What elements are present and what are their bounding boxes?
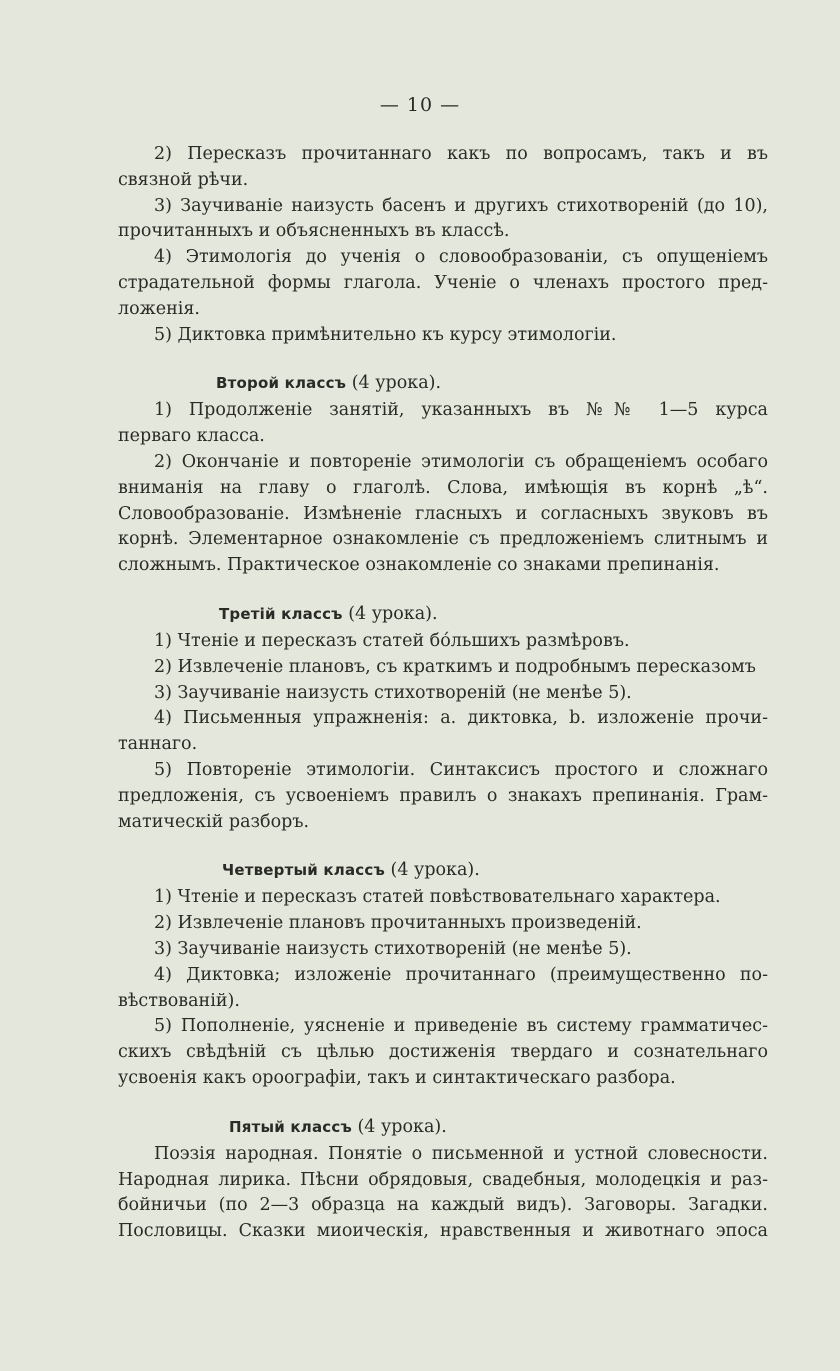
text-line: 5) Пополненiе, уясненiе и приведенiе въ систему грамматичес- <box>154 1016 768 1037</box>
text-line: 3) Заучиванiе наизусть басенъ и другихъ стихотворенiй (до 10), <box>154 195 768 216</box>
text-line: усвоенiя какъ ороографiи, такъ и синтактическаго разбора. <box>118 1067 676 1088</box>
text-line: 1) Продолженiе занятiй, указанныхъ въ №№ 1—5 курса <box>154 400 768 421</box>
section-heading-lessons: (4 урока). <box>384 860 480 881</box>
text-line: 5) Диктовка примѣнительно къ курсу этимологiи. <box>154 324 617 345</box>
text-line: таннаго. <box>118 734 198 755</box>
section-heading <box>118 599 768 629</box>
section-heading-name: Третiй классъ <box>219 604 343 623</box>
section-heading <box>118 1112 768 1142</box>
section-heading-name: Второй классъ <box>216 374 347 393</box>
section-gap <box>118 1092 768 1112</box>
section-heading <box>118 855 768 885</box>
text-line: корнѣ. Элементарное ознакомленiе съ предложенiемъ слитнымъ и <box>118 529 768 550</box>
text-line: предложенiя, съ усвоенiемъ правилъ о знакахъ препинанiя. Грам- <box>118 785 768 806</box>
text-line: 2) Пересказъ прочитаннаго какъ по вопросамъ, такъ и въ <box>154 144 768 164</box>
text-line: Пословицы. Сказки миоическiя, нравственныя и животнаго эпоса <box>118 1221 768 1242</box>
text-line: 2) Окончанiе и повторенiе этимологiи съ обращенiемъ особаго <box>154 451 768 472</box>
text-line: 1) Чтенiе и пересказъ статей бóльшихъ размѣровъ. <box>154 630 630 651</box>
section-gap <box>118 835 768 855</box>
text-line: 2) Извлеченiе плановъ прочитанныхъ произведенiй. <box>154 913 642 934</box>
text-line: вниманiя на главу о глаголѣ. Слова, имѣющiя въ корнѣ „ѣ“. <box>118 477 768 498</box>
text-line: сложнымъ. Практическое ознакомленiе со знаками препинанiя. <box>118 555 720 576</box>
text-line: связной рѣчи. <box>118 169 249 190</box>
text-line: 4) Этимологiя до ученiя о словообразованiи, съ опущенiемъ <box>154 247 768 268</box>
text-line: Народная лирика. Пѣсни обрядовыя, свадебныя, молодецкiя и раз- <box>118 1169 768 1190</box>
text-line: перваго класса. <box>118 426 265 447</box>
text-line: 4) Письменныя упражненiя: a. диктовка, b. изложенiе прочи- <box>154 708 768 729</box>
text-line: 1) Чтенiе и пересказъ статей повѣствовательнаго характера. <box>154 887 721 908</box>
text-line: 4) Диктовка; изложенiе прочитаннаго (преимущественно по- <box>154 964 768 985</box>
text-line: 3) Заучиванiе наизусть стихотворенiй (не менѣе 5). <box>154 682 632 703</box>
text-line: матическiй разборъ. <box>118 811 310 832</box>
text-line: 2) Извлеченiе плановъ, съ краткимъ и подробнымъ пересказомъ <box>154 656 756 677</box>
section-gap <box>118 348 768 368</box>
text-line: 3) Заучиванiе наизусть стихотворенiй (не менѣе 5). <box>154 938 632 959</box>
section-heading-lessons: (4 урока). <box>351 1116 447 1137</box>
text-line: 5) Повторенiе этимологiи. Синтаксисъ простого и сложнаго <box>154 759 768 780</box>
text-line: Поэзiя народная. Понятiе о письменной и устной словесности. <box>154 1143 768 1164</box>
section-heading-lessons: (4 урока). <box>342 603 438 624</box>
section-heading-name: Пятый классъ <box>229 1117 352 1136</box>
text-line: прочитанныхъ и объясненныхъ въ классѣ. <box>118 221 510 242</box>
text-line: страдательной формы глагола. Ученiе о членахъ простого пред- <box>118 272 768 293</box>
page-number: — 10 — <box>379 94 461 116</box>
section-heading-lessons: (4 урока). <box>346 373 442 394</box>
text-line: вѣствованiй). <box>118 990 240 1011</box>
document-body <box>118 142 768 1245</box>
section-gap <box>118 579 768 599</box>
section-heading-name: Четвертый классъ <box>222 861 385 880</box>
section-heading <box>118 368 768 398</box>
text-line: бойничьи (по 2—3 образца на каждый видъ). Заговоры. Загадки. <box>118 1195 768 1216</box>
text-line: скихъ свѣдѣнiй съ цѣлью достиженiя твердаго и сознательнаго <box>118 1042 768 1063</box>
text-line: ложенiя. <box>118 298 200 319</box>
text-line: Словообразованiе. Измѣненiе гласныхъ и согласныхъ звуковъ въ <box>118 503 768 524</box>
